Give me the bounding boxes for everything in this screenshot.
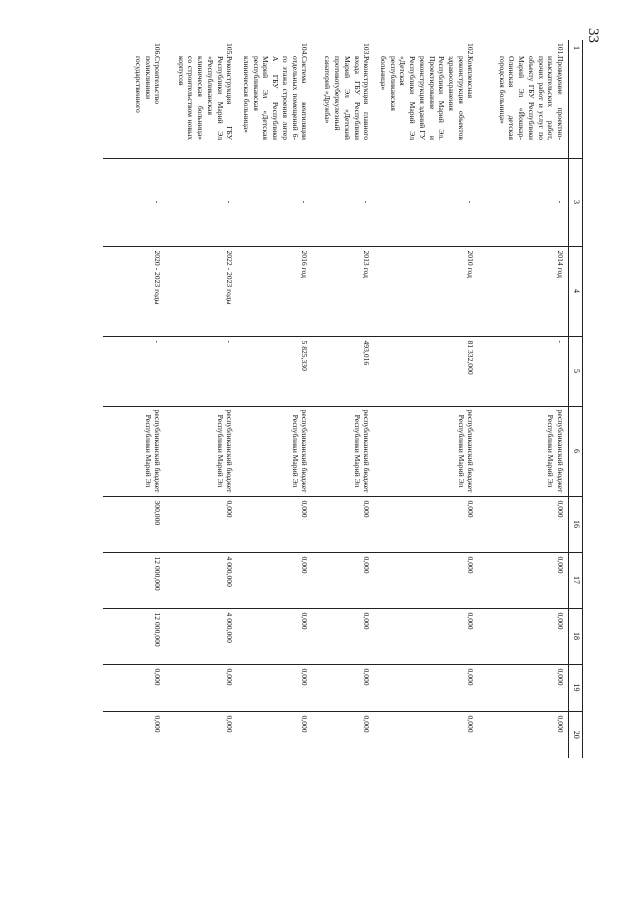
investment-table <box>103 40 583 805</box>
row-number: 101. <box>556 43 565 57</box>
table-row <box>165 40 237 805</box>
col-header-18: 18 <box>569 608 583 664</box>
row-number-and-name <box>374 40 478 158</box>
cell-source: республиканский бюджет Республики Марий Эл <box>103 406 165 496</box>
row-number-and-name <box>312 40 374 158</box>
col-header-16: 16 <box>569 496 583 552</box>
cell-period: 2014 год <box>479 246 569 336</box>
row-name: Реконструкция ГБУ Республики Марий Эл «Республиканская клиническая больница» со строительством новых корпусов <box>176 56 235 140</box>
cell-source: республиканский бюджет Республики Марий Эл <box>479 406 569 496</box>
cell-period: 2010 год <box>374 246 478 336</box>
cell-19: 0,000 <box>237 664 312 711</box>
row-number-and-name <box>165 40 237 158</box>
header-row <box>569 40 583 805</box>
cell-col3: - <box>103 158 165 246</box>
col-header-6: 6 <box>569 406 583 496</box>
cell-16: 300,000 <box>103 496 165 552</box>
cell-20: 0,000 <box>312 711 374 758</box>
cell-20: 0,000 <box>237 711 312 758</box>
table-row <box>103 40 165 805</box>
table-row <box>479 40 569 805</box>
table-row <box>312 40 374 805</box>
col-header-3: 3 <box>569 158 583 246</box>
cell-18: 12 000,000 <box>103 608 165 664</box>
row-name: Система вентиляции отдельных помещений 6-го этажа строения литер А ГБУ Республики Марий Эл «Детская республиканская клиническая больница» <box>242 56 310 140</box>
row-name: Реконструкция главного входа ГБУ Республики Марий Эл «Детский противотуберкулезный санаторий «Дружба» <box>323 56 372 140</box>
cell-col3: - <box>312 158 374 246</box>
cell-17: 0,000 <box>374 552 478 608</box>
cell-18: 0,000 <box>479 608 569 664</box>
cell-cost: 5 825,330 <box>237 336 312 406</box>
cell-source: республиканский бюджет Республики Марий Эл <box>312 406 374 496</box>
cell-source: республиканский бюджет Республики Марий Эл <box>237 406 312 496</box>
cell-18: 4 000,000 <box>165 608 237 664</box>
row-number-and-name <box>103 40 165 158</box>
row-name: Комплексная реконструкция объектов здравоохранения Республики Марий Эл. Проектирование и реконструкция зданий ГУ Республики Марий Эл «Детская республиканская больница» <box>379 56 476 140</box>
cell-18: 0,000 <box>312 608 374 664</box>
col-header-5: 5 <box>569 336 583 406</box>
cell-17: 0,000 <box>312 552 374 608</box>
cell-16: 0,000 <box>237 496 312 552</box>
cell-18: 0,000 <box>237 608 312 664</box>
cell-19: 0,000 <box>312 664 374 711</box>
cell-16: 0,000 <box>479 496 569 552</box>
cell-18: 0,000 <box>374 608 478 664</box>
row-number: 104. <box>300 43 310 57</box>
cell-col3: - <box>237 158 312 246</box>
row-number: 105. <box>225 43 235 57</box>
cell-17: 12 000,000 <box>103 552 165 608</box>
page-number: 33 <box>585 28 601 43</box>
cell-19: 0,000 <box>165 664 237 711</box>
cell-17: 0,000 <box>237 552 312 608</box>
rotated-table-container <box>115 40 583 805</box>
cell-20: 0,000 <box>374 711 478 758</box>
row-number-and-name <box>237 40 312 158</box>
table-row <box>237 40 312 805</box>
cell-period: 2020 - 2023 годы <box>103 246 165 336</box>
col-header-20: 20 <box>569 711 583 758</box>
cell-cost: - <box>479 336 569 406</box>
cell-source: республиканский бюджет Республики Марий Эл <box>165 406 237 496</box>
table-row <box>374 40 478 805</box>
cell-cost: 493,016 <box>312 336 374 406</box>
cell-20: 0,000 <box>479 711 569 758</box>
cell-19: 0,000 <box>103 664 165 711</box>
cell-17: 0,000 <box>479 552 569 608</box>
cell-20: 0,000 <box>165 711 237 758</box>
cell-20: 0,000 <box>103 711 165 758</box>
row-number: 103. <box>362 43 372 57</box>
cell-period: 2022 - 2023 годы <box>165 246 237 336</box>
row-number: 102. <box>466 43 476 57</box>
cell-16: 0,000 <box>165 496 237 552</box>
cell-col3: - <box>165 158 237 246</box>
cell-cost: - <box>103 336 165 406</box>
cell-col3: - <box>374 158 478 246</box>
row-name: Строительство поликлиники государственного <box>133 56 163 113</box>
col-header-19: 19 <box>569 664 583 711</box>
cell-17: 4 000,000 <box>165 552 237 608</box>
col-header-17: 17 <box>569 552 583 608</box>
cell-period: 2016 год <box>237 246 312 336</box>
cell-16: 0,000 <box>374 496 478 552</box>
cell-16: 0,000 <box>312 496 374 552</box>
cell-cost: 81 332,000 <box>374 336 478 406</box>
cell-cost: - <box>165 336 237 406</box>
row-number: 106. <box>153 43 163 57</box>
cell-col3: - <box>479 158 569 246</box>
cell-19: 0,000 <box>374 664 478 711</box>
row-name: Проведение проектно-изыскательских работ, прочих работ и услуг по объекту ГБУ Республики Марий Эл «Йошкар-Олинская детская городская больница» <box>497 56 565 140</box>
cell-period: 2013 год <box>312 246 374 336</box>
row-number-and-name <box>479 40 569 158</box>
cell-source: республиканский бюджет Республики Марий Эл <box>374 406 478 496</box>
col-header-1: 1 <box>569 40 583 158</box>
cell-19: 0,000 <box>479 664 569 711</box>
col-header-4: 4 <box>569 246 583 336</box>
